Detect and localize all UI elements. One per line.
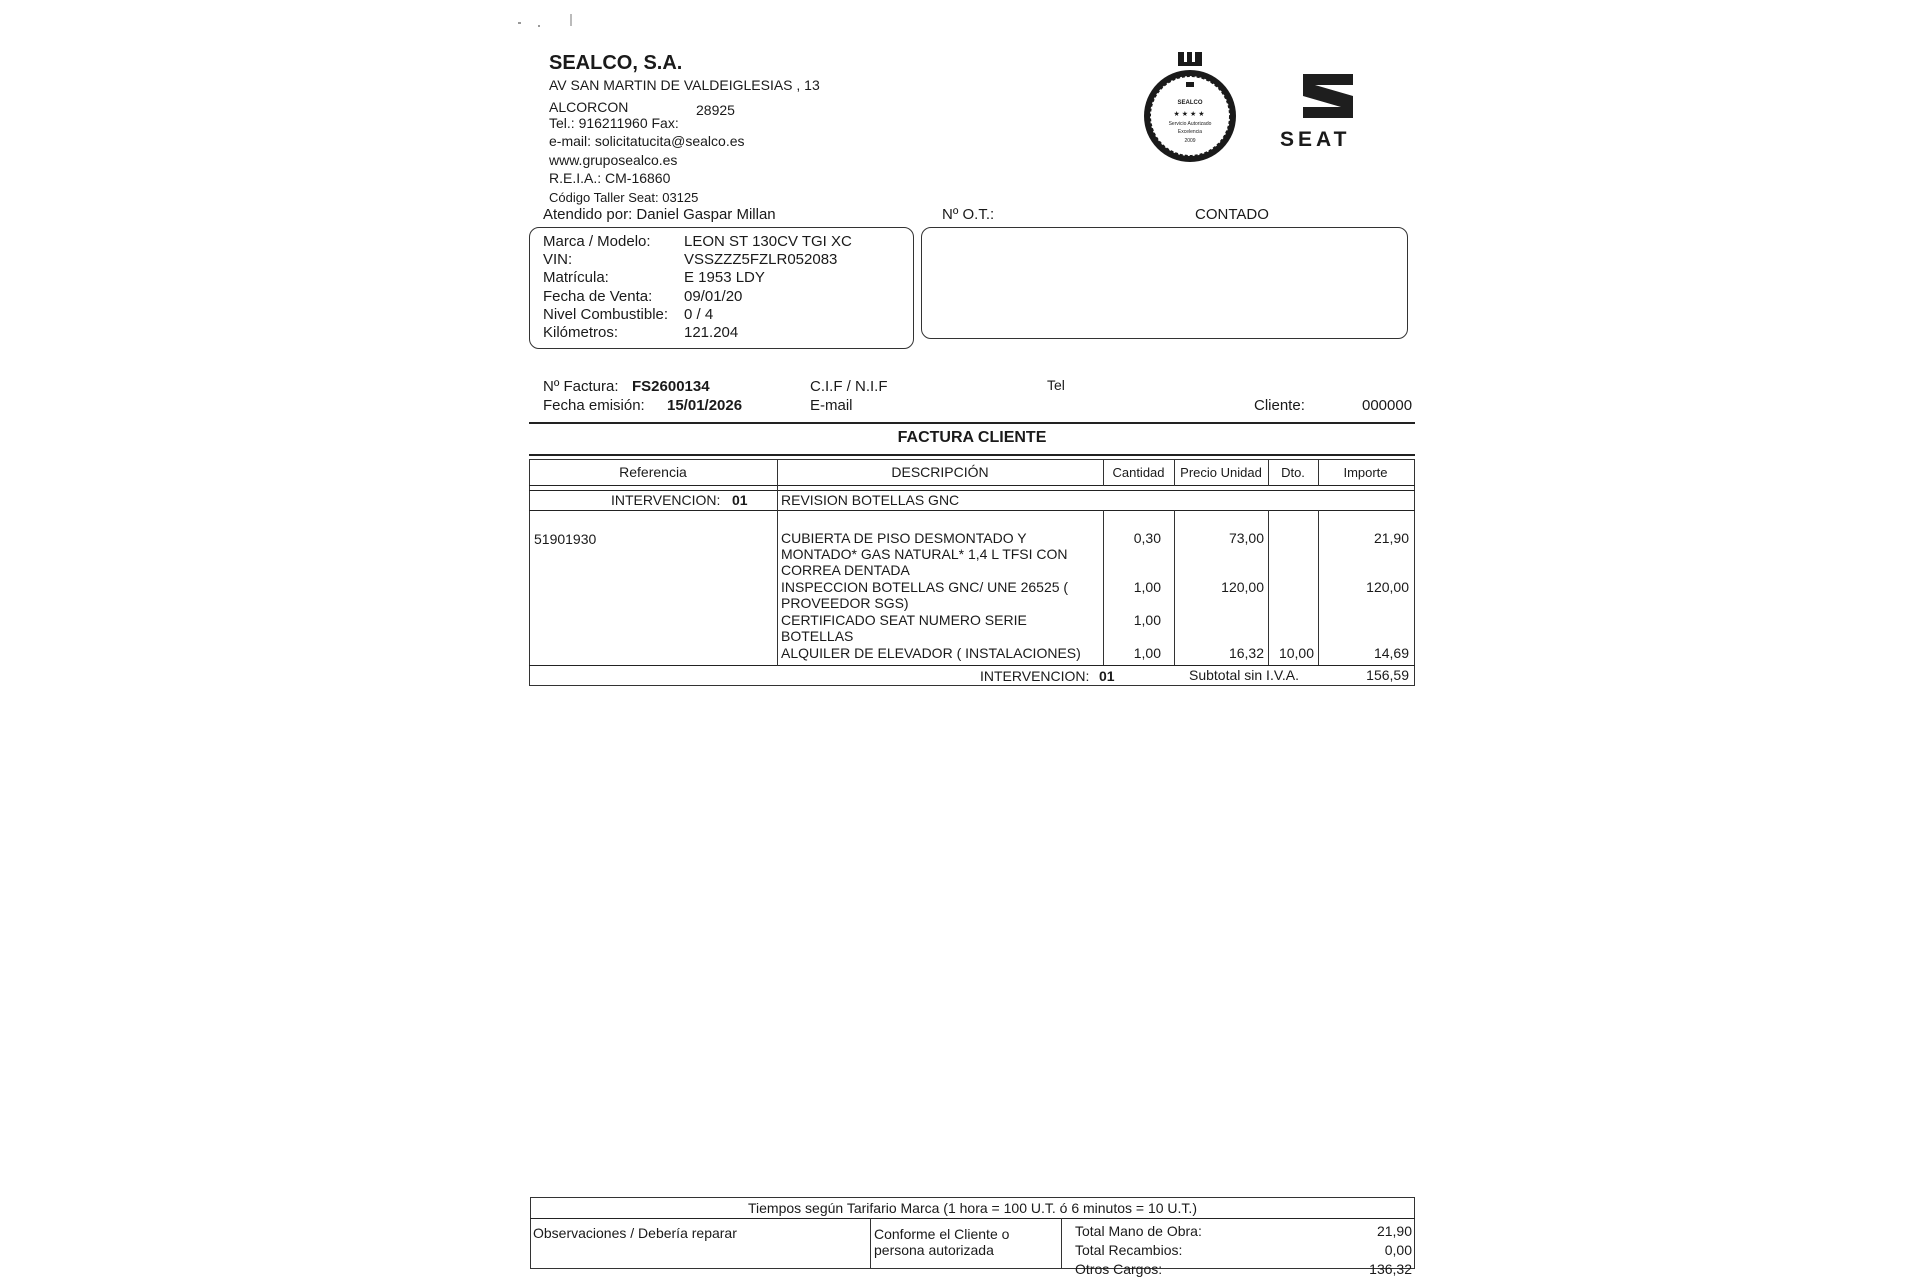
vehicle-fuel-level: 0 / 4 [684,305,714,323]
row-description-line: CERTIFICADO SEAT NUMERO SERIE [781,612,1027,628]
row-quantity: 0,30 [1133,530,1161,546]
footer-column-divider [870,1218,871,1268]
table-header-border [529,485,1415,486]
subtotal-intervention-label: INTERVENCION: [980,668,1090,684]
customer-box [921,227,1408,339]
footer-divider [530,1218,1415,1219]
vehicle-km: 121.204 [684,324,739,342]
email-label: E-mail [810,397,853,414]
invoice-number-label: Nº Factura: [543,378,619,395]
table-row [781,645,1081,661]
row-discount: 10,00 [1278,645,1314,661]
intervention-row-border [529,510,1415,511]
vehicle-sale-date: 09/01/20 [684,287,743,305]
observations-label: Observaciones / Debería reparar [533,1225,737,1241]
other-charges-value: 136,32 [1369,1261,1412,1277]
row-description-line: CUBIERTA DE PISO DESMONTADO Y [781,530,1027,546]
scan-speck [570,14,572,26]
total-parts-value: 0,00 [1384,1242,1412,1258]
table-row [781,579,1068,611]
seal-line3: Excelencia [1177,129,1203,135]
header-unit-price: Precio Unidad [1180,465,1262,480]
conforme-line2: persona autorizada [874,1242,994,1258]
cif-label: C.I.F / N.I.F [810,378,888,395]
header-amount: Importe [1343,465,1388,480]
vehicle-label: Marca / Modelo: [543,233,651,250]
item-reference: 51901930 [534,531,597,547]
scan-speck [518,22,521,24]
row-amount: 14,69 [1373,645,1409,661]
header-description: DESCRIPCIÓN [891,464,989,480]
tel-label: Tel [1047,377,1065,393]
company-web: www.gruposealco.es [549,152,678,168]
row-description-line: INSPECCION BOTELLAS GNC/ UNE 26525 ( [781,579,1069,595]
seat-logo-icon [1295,72,1361,120]
row-description-line: MONTADO* GAS NATURAL* 1,4 L TFSI CON [781,546,1068,562]
subtotal-label: Subtotal sin I.V.A. [1189,667,1299,683]
row-quantity: 1,00 [1133,579,1161,595]
workshop-code: Código Taller Seat: 03125 [549,190,699,205]
subtotal-value: 156,59 [1366,667,1409,683]
company-postcode: 28925 [696,102,735,118]
intervention-label: INTERVENCION: [611,492,721,508]
vehicle-values [684,233,852,342]
row-description-line: PROVEEDOR SGS) [781,595,909,611]
table-column-divider [1268,510,1269,665]
intervention-number: 01 [732,492,748,508]
payment-type: CONTADO [1195,206,1269,223]
order-label: Nº O.T.: [942,206,995,223]
total-parts-label: Total Recambios: [1075,1242,1183,1258]
header-reference: Referencia [619,464,687,480]
company-phone: Tel.: 916211960 Fax: [549,115,679,131]
seal-line2: Servicio Autorizado [1168,121,1212,127]
row-description-line: ALQUILER DE ELEVADOR ( INSTALACIONES) [781,645,1081,661]
invoice-number: FS2600134 [632,378,710,395]
row-unit-price: 73,00 [1228,530,1264,546]
header-discount: Dto. [1281,465,1305,480]
vehicle-model: LEON ST 130CV TGI XC [684,233,852,250]
tarifario-note: Tiempos según Tarifario Marca (1 hora = 100 U.T. ó 6 minutos = 10 U.T.) [748,1200,1197,1216]
company-name: SEALCO, S.A. [549,52,683,74]
subtotal-intervention-number: 01 [1099,668,1115,684]
seal-line1: SEALCO [1177,100,1203,106]
total-labor-value: 21,90 [1376,1223,1412,1239]
invoice-date-label: Fecha emisión: [543,397,645,414]
client-label: Cliente: [1254,397,1305,414]
vehicle-plate: E 1953 LDY [684,269,765,287]
invoice-date: 15/01/2026 [667,397,743,414]
table-row [781,530,1068,578]
other-charges-label: Otros Cargos: [1075,1261,1163,1277]
vehicle-label: Kilómetros: [543,324,619,342]
client-number: 000000 [1362,397,1413,414]
header-quantity: Cantidad [1112,465,1165,480]
company-email: e-mail: solicitatucita@sealco.es [549,133,745,149]
divider-line [529,422,1415,424]
seal-line4: 2009 [1184,138,1196,144]
company-address: AV SAN MARTIN DE VALDEIGLESIAS , 13 [549,77,820,93]
table-column-divider [777,459,778,666]
company-reia: R.E.I.A.: CM-16860 [549,170,671,186]
vehicle-label: Fecha de Venta: [543,287,653,305]
dealer-seal [1140,50,1240,168]
seat-wordmark: SEAT [1280,128,1351,151]
vehicle-label: Nivel Combustible: [543,305,669,323]
attended-by: Atendido por: Daniel Gaspar Millan [543,206,776,223]
company-city: ALCORCON [549,99,629,115]
row-description-line: CORREA DENTADA [781,562,910,578]
vehicle-labels [543,233,668,342]
seal-graphic [1140,50,1240,168]
table-row [781,612,1027,644]
footer-column-divider [1061,1218,1062,1268]
row-amount: 21,90 [1373,530,1409,546]
vehicle-label: Matrícula: [543,269,609,287]
invoice-title: FACTURA CLIENTE [897,429,1047,446]
total-labor-label: Total Mano de Obra: [1075,1223,1202,1239]
vehicle-label: VIN: [543,251,573,269]
divider-line [529,454,1415,456]
scan-speck [538,25,540,27]
row-unit-price: 16,32 [1228,645,1264,661]
intervention-description: REVISION BOTELLAS GNC [781,492,960,508]
conforme-line1: Conforme el Cliente o [874,1226,1010,1242]
vehicle-vin: VSSZZZ5FZLR052083 [684,251,838,269]
row-quantity: 1,00 [1133,645,1161,661]
row-description-line: BOTELLAS [781,628,854,644]
row-unit-price: 120,00 [1221,579,1264,595]
row-quantity: 1,00 [1133,612,1161,628]
seal-stars: ★★★★ [1173,111,1207,118]
row-amount: 120,00 [1366,579,1409,595]
